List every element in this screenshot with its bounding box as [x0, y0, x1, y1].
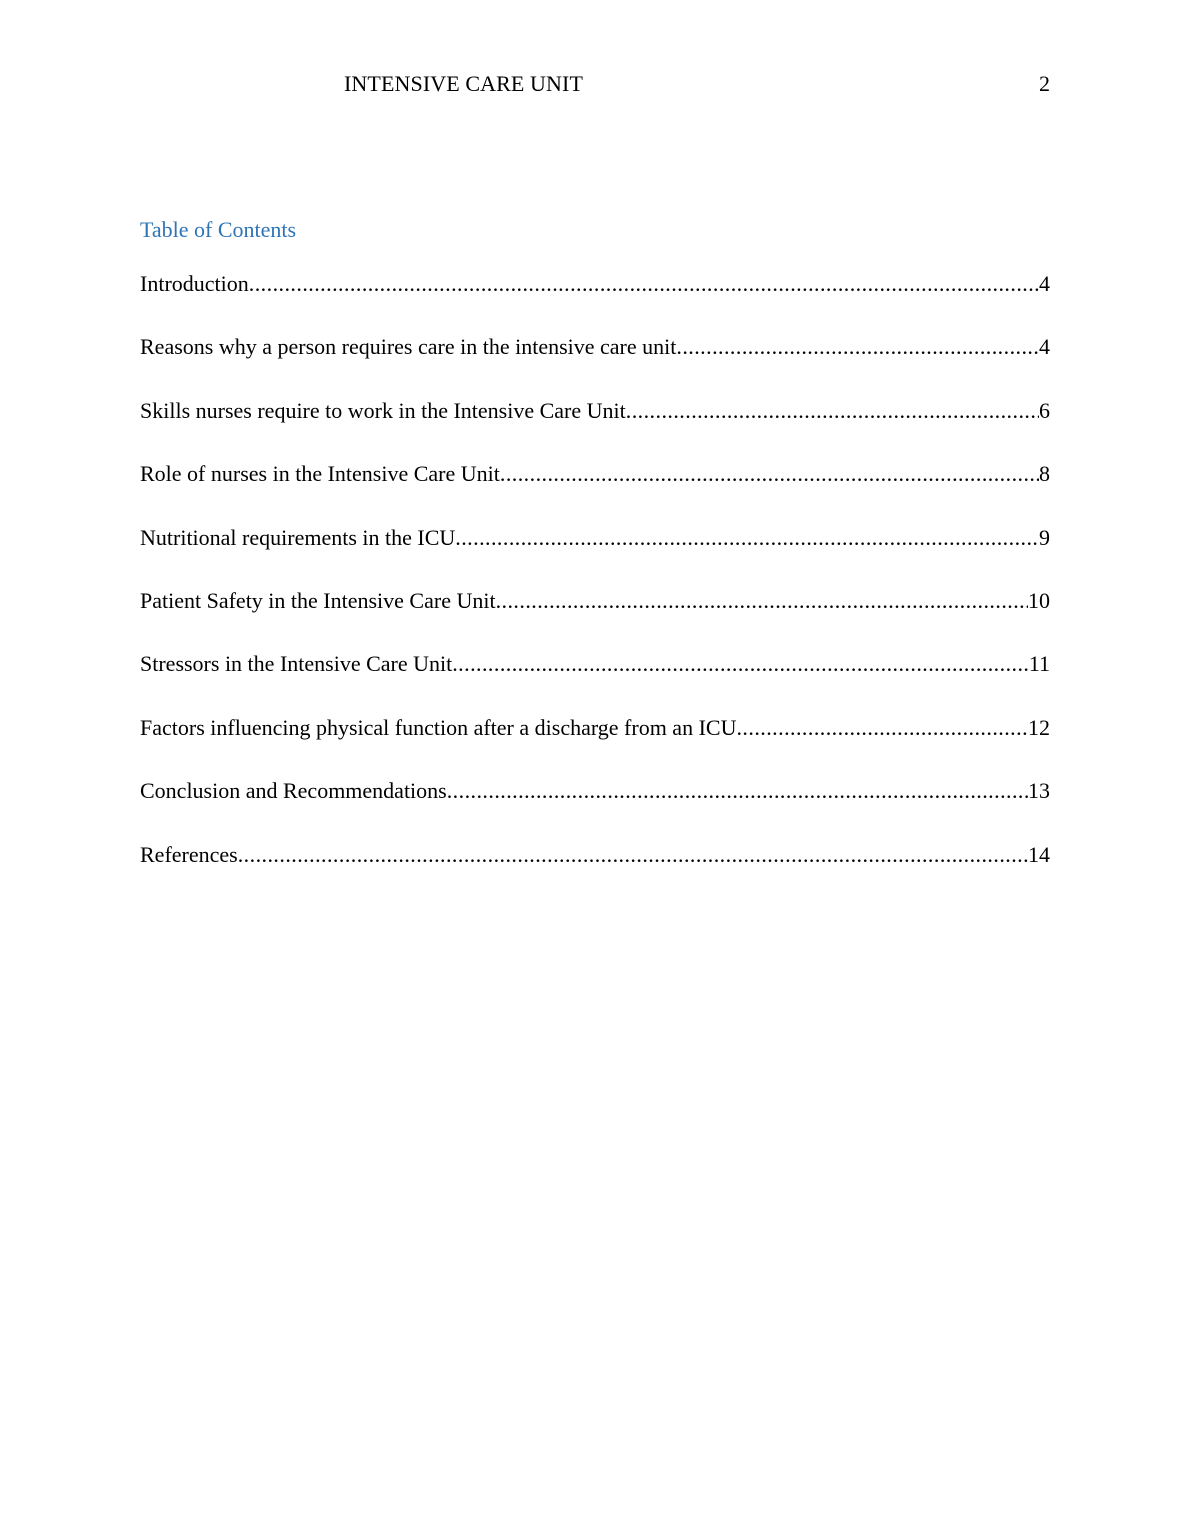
toc-entry-label: Skills nurses require to work in the Intensive Care Unit — [140, 397, 626, 423]
toc-entry-label: Conclusion and Recommendations — [140, 778, 447, 804]
running-head: INTENSIVE CARE UNIT — [344, 71, 583, 96]
toc-entry-page: 4 — [1039, 334, 1050, 360]
dot-leader — [676, 333, 1039, 361]
toc-entry-patient-safety[interactable] — [140, 587, 1050, 650]
dot-leader — [249, 270, 1039, 298]
table-of-contents — [140, 270, 1050, 904]
toc-entry-role-of-nurses[interactable] — [140, 460, 1050, 523]
toc-entry-introduction[interactable] — [140, 270, 1050, 333]
toc-entry-skills[interactable] — [140, 397, 1050, 460]
dot-leader — [500, 460, 1039, 488]
toc-entry-label: Reasons why a person requires care in the intensive care unit — [140, 334, 677, 360]
toc-entry-label: Nutritional requirements in the ICU — [140, 524, 456, 550]
toc-entry-page: 6 — [1039, 397, 1050, 423]
toc-entry-page: 14 — [1028, 841, 1050, 867]
toc-entry-nutritional[interactable] — [140, 524, 1050, 587]
toc-entry-page: 10 — [1028, 587, 1050, 613]
dot-leader — [496, 587, 1028, 615]
toc-entry-stressors[interactable] — [140, 650, 1050, 713]
toc-entry-reasons[interactable] — [140, 333, 1050, 396]
dot-leader — [447, 777, 1028, 805]
page-number: 2 — [1039, 71, 1050, 96]
toc-title: Table of Contents — [140, 217, 297, 242]
toc-entry-page: 13 — [1028, 778, 1050, 804]
toc-entry-page: 12 — [1028, 714, 1050, 740]
toc-entry-page: 9 — [1039, 524, 1050, 550]
toc-entry-label: Patient Safety in the Intensive Care Unit — [140, 587, 496, 613]
toc-entry-factors[interactable] — [140, 714, 1050, 777]
toc-entry-label: Factors influencing physical function after a discharge from an ICU — [140, 714, 737, 740]
toc-entry-conclusion[interactable] — [140, 777, 1050, 840]
toc-entry-page: 4 — [1039, 271, 1050, 296]
toc-entry-page: 11 — [1028, 651, 1050, 677]
toc-entry-label: Stressors in the Intensive Care Unit — [140, 651, 453, 677]
dot-leader — [736, 714, 1028, 742]
dot-leader — [452, 650, 1029, 678]
toc-entry-label: Introduction — [140, 271, 249, 296]
toc-entry-label: References — [140, 841, 238, 867]
dot-leader — [238, 841, 1028, 869]
toc-entry-page: 8 — [1039, 461, 1050, 487]
dot-leader — [455, 524, 1039, 552]
dot-leader — [626, 397, 1039, 425]
toc-entry-references[interactable] — [140, 841, 1050, 904]
toc-entry-label: Role of nurses in the Intensive Care Unit — [140, 461, 500, 487]
